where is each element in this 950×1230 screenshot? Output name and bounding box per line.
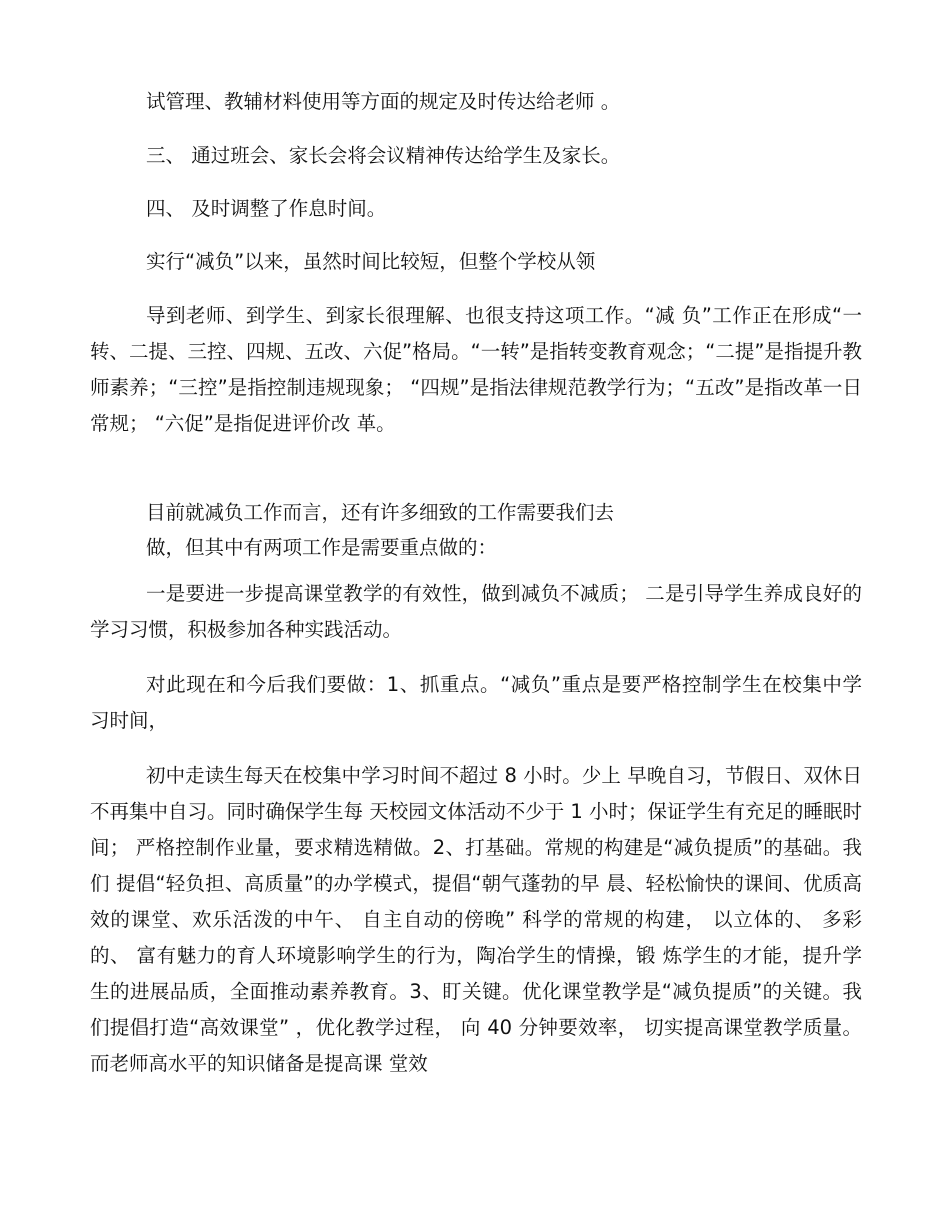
paragraph-2: 三、 通过班会、家长会将会议精神传达给学生及家长。: [146, 144, 621, 167]
paragraph-10: 初中走读生每天在校集中学习时间不超过 8 小时。少上 早晚自习，节假日、双休日不再集中自习。同时确保学生每 天校园文体活动不少于 1 小时；保证学生有充足的睡眠时间； 严格控制作业量，要求精选精做。2、打基础。常规的构建是“减负提质”的基础。我们 提倡“轻负担、高质量”的办学模式，提倡“朝气蓬勃的早 晨、轻松愉快的课间、优质高效的课堂、欢乐活泼的中午、 自主自动的傍晚” 科学的常规的构建， 以立体的、 多彩的、 富有魅力的育人环境影响学生的行为，陶冶学生的情操，锻 炼学生的才能，提升学生的进展品质，全面推动素养教育。3、盯关键。优化课堂教学是“减负提质”的关键。我 们提倡打造“高效课堂” ，优化教学过程， 向 40 分钟要效率， 切实提高课堂教学质量。而老师高水平的知识储备是提高课 堂效: [90, 764, 863, 1075]
paragraph-9: 对此现在和今后我们要做：1、抓重点。“减负”重点是要严格控制学生在校集中学 习时间，: [90, 673, 862, 732]
paragraph-5: 导到老师、到学生、到家长很理解、也很支持这项工作。“减 负”工作正在形成“一转、二提、三控、四规、五改、六促”格局。“一转”是指转变教育观念；“二提”是指提升教 师素养；“三控”是指控制违规现象； “四规”是指法律规范教学行为；“五改”是指改革一日常规； “六促”是指促进评价改 革。: [90, 304, 863, 435]
paragraph-1: 试管理、教辅材料使用等方面的规定及时传达给老师 。: [146, 90, 621, 113]
paragraph-7: 做，但其中有两项工作是需要重点做的：: [146, 536, 498, 559]
paragraph-3: 四、 及时调整了作息时间。: [146, 197, 387, 220]
paragraph-6: 目前就减负工作而言，还有许多细致的工作需要我们去: [146, 501, 615, 524]
paragraph-4: 实行“减负”以来，虽然时间比较短，但整个学校从领: [146, 250, 596, 273]
paragraph-8: 一是要进一步提高课堂教学的有效性，做到减负不减质； 二是引导学生养成良好的学习习惯，积极参加各种实践活动。: [90, 582, 862, 641]
